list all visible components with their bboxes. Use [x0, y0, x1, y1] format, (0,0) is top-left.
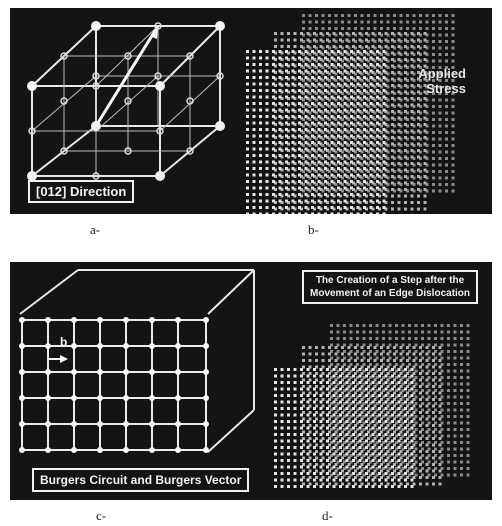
title-line-2: Movement of an Edge Dislocation — [310, 288, 471, 299]
step-creation-label — [302, 270, 478, 304]
burgers-vector — [48, 355, 68, 363]
stress-label: Stress — [426, 81, 466, 96]
burgers-lattice-drawing — [10, 262, 268, 500]
panel-d-edge-dislocation — [268, 262, 492, 500]
title-line-1: The Creation of a Step after the — [315, 275, 465, 286]
caption-c: c- — [96, 508, 107, 523]
atom-array-b — [244, 8, 492, 214]
panel-c-burgers-circuit — [10, 262, 268, 500]
burgers-circuit-label: Burgers Circuit and Burgers Vector — [32, 468, 249, 492]
caption-d: d- — [322, 508, 333, 523]
applied-label: Applied — [418, 66, 466, 81]
panel-b-applied-stress — [244, 8, 492, 214]
caption-b: b- — [308, 222, 319, 237]
panel-a-unit-cell — [10, 8, 244, 214]
direction-label: [012] Direction — [28, 180, 134, 203]
caption-a: a- — [90, 222, 101, 237]
applied-stress-label — [418, 66, 466, 96]
burgers-vector-label: b — [60, 335, 68, 349]
